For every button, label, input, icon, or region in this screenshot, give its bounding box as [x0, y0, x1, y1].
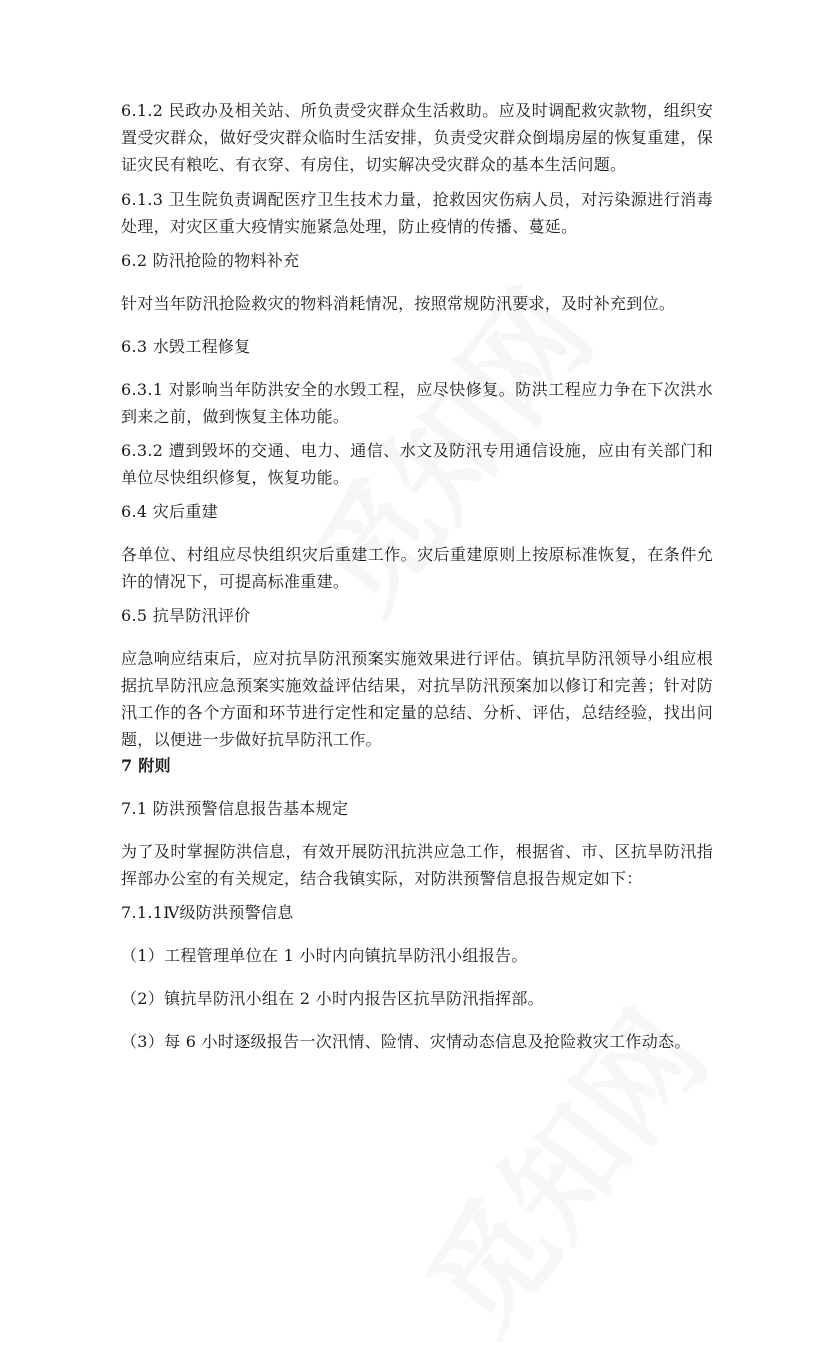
heading-6-3: 6.3 水毁工程修复 [121, 337, 251, 356]
paragraph-6-1-3: 6.1.3 卫生院负责调配医疗卫生技术力量，抢救因灾伤病人员，对污染源进行消毒处理，对灾区重大疫情实施紧急处理，防止疫情的传播、蔓延。 [121, 190, 713, 236]
paragraph-6-3-2: 6.3.2 遭到毁坏的交通、电力、通信、水文及防汛专用通信设施，应由有关部门和单位尽快组织修复，恢复功能。 [121, 441, 713, 487]
paragraph-6-2-body: 针对当年防汛抢险救灾的物料消耗情况，按照常规防汛要求，及时补充到位。 [121, 294, 676, 313]
paragraph-6-5-body: 应急响应结束后，应对抗旱防汛预案实施效果进行评估。镇抗旱防汛领导小组应根据抗旱防汛应急预案实施效益评估结果，对抗旱防汛预案加以修订和完善；针对防汛工作的各个方面和环节进行定性和定量的总结、分析、评估，总结经验，找出问题，以便进一步做好抗旱防汛工作。 [121, 649, 713, 749]
heading-7-1: 7.1 防洪预警信息报告基本规定 [121, 799, 349, 818]
paragraph-6-1-2: 6.1.2 民政办及相关站、所负责受灾群众生活救助。应及时调配救灾款物，组织安置受灾群众，做好受灾群众临时生活安排，负责受灾群众倒塌房屋的恢复重建，保证灾民有粮吃、有衣穿、有房住，切实解决受灾群众的基本生活问题。 [121, 101, 713, 174]
list-item-2: （2）镇抗旱防汛小组在 2 小时内报告区抗旱防汛指挥部。 [121, 989, 544, 1008]
paragraph-7-1-body: 为了及时掌握防洪信息，有效开展防汛抗洪应急工作，根据省、市、区抗旱防汛指挥部办公室的有关规定，结合我镇实际，对防洪预警信息报告规定如下： [121, 842, 713, 888]
heading-7: 7 附则 [121, 756, 171, 775]
heading-6-4: 6.4 灾后重建 [121, 502, 218, 521]
heading-6-2: 6.2 防汛抢险的物料补充 [121, 251, 300, 270]
list-item-3: （3）每 6 小时逐级报告一次汛情、险情、灾情动态信息及抢险救灾工作动态。 [121, 1032, 691, 1051]
paragraph-6-3-1: 6.3.1 对影响当年防洪安全的水毁工程，应尽快修复。防洪工程应力争在下次洪水到来之前，做到恢复主体功能。 [121, 380, 713, 426]
heading-6-5: 6.5 抗旱防汛评价 [121, 606, 251, 625]
heading-7-1-1: 7.1.1Ⅳ级防洪预警信息 [121, 903, 294, 922]
list-item-1: （1）工程管理单位在 1 小时内向镇抗旱防汛小组报告。 [121, 946, 528, 965]
paragraph-6-4-body: 各单位、村组应尽快组织灾后重建工作。灾后重建原则上按原标准恢复，在条件允许的情况下，可提高标准重建。 [121, 545, 713, 591]
